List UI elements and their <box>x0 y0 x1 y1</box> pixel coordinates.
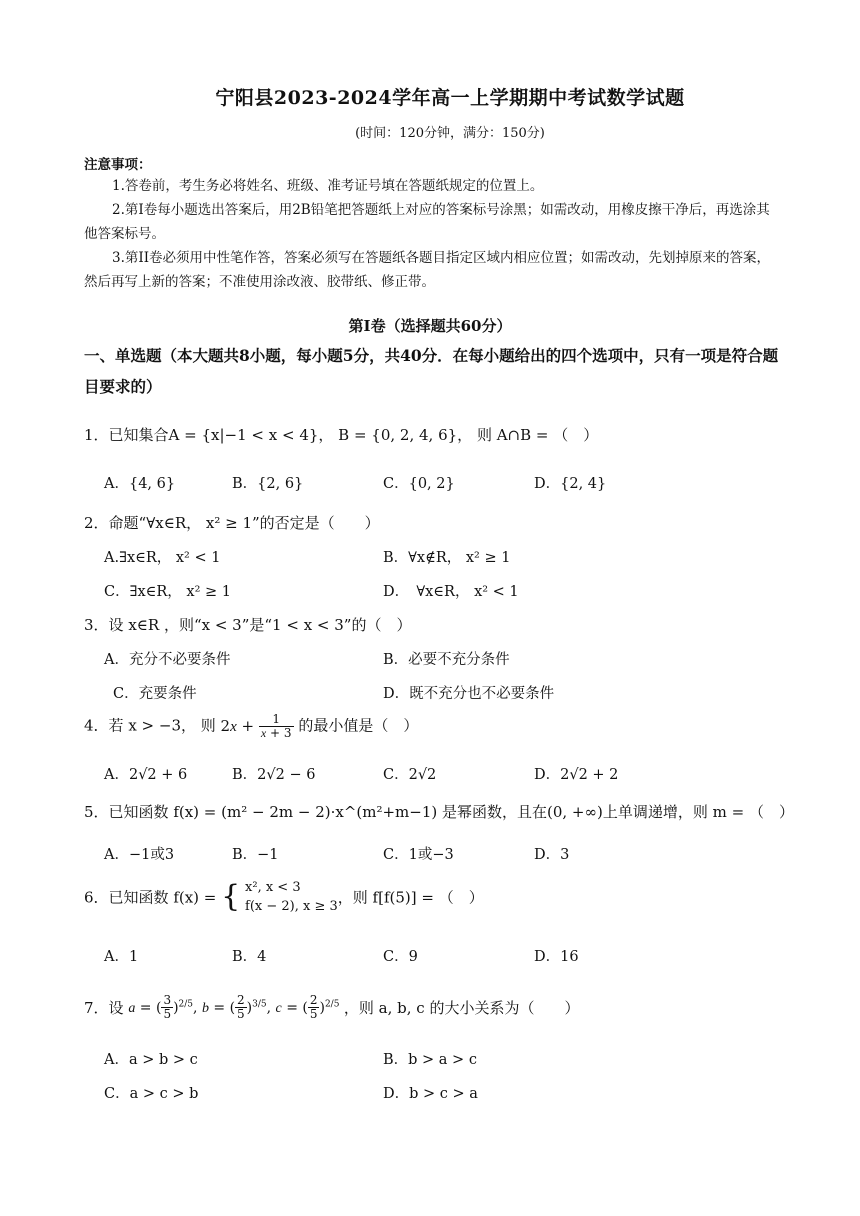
option-b: B．2√2 − 6 <box>232 767 316 783</box>
option-c: C．9 <box>383 949 418 965</box>
question-2 <box>84 512 380 533</box>
question-stem: 已知集合A = {x|−1 < x < 4}， B = {0, 2, 4, 6}， 则 A∩B = （ ） <box>108 426 599 444</box>
question-stem-post: ，则 f[f(5)] = （ ） <box>337 888 484 907</box>
question-number: 6． <box>84 888 109 907</box>
option-c: C．{0, 2} <box>383 476 455 492</box>
question-4 <box>84 713 418 740</box>
question-stem: 命题“∀x∈R， x² ≥ 1”的否定是（ ） <box>108 514 380 532</box>
section-title: 第Ⅰ卷（选择题共60分） <box>348 317 512 335</box>
option-d: D．既不充分也不必要条件 <box>383 686 555 702</box>
option-d: D．{2, 4} <box>534 476 607 492</box>
question-5 <box>84 801 794 822</box>
question-stem-post: 的最小值是（ ） <box>298 716 419 735</box>
option-d: D． ∀x∈R， x² < 1 <box>383 584 519 600</box>
question-1 <box>84 424 598 445</box>
option-d: D．3 <box>534 847 570 863</box>
question-number: 2． <box>84 514 109 532</box>
question-3 <box>84 614 411 635</box>
option-d: D．2√2 + 2 <box>534 767 619 783</box>
note-item-1: 1.答卷前，考生务必将姓名、班级、准考证号填在答题纸规定的位置上。 <box>112 178 544 194</box>
question-stem: 已知函数 f(x) = (m² − 2m − 2)·x^(m²+m−1) 是幂函数，且在(0, +∞)上单调递增，则 m = （ ） <box>108 803 794 821</box>
comparison-expressions: a = ( $\frac{3}{5}$ )$^{2/5}$, b = ( $\frac{2}{5}$ )$^{3/5}$, c = ( $\frac{2}{5}$ )$^{2/5}$ <box>128 993 340 1021</box>
part-heading: 一、单选题（本大题共8小题，每小题5分，共40分．在每小题给出的四个选项中，只有一项是符合题目要求的） <box>84 346 779 396</box>
option-d: D．16 <box>534 949 579 965</box>
expression: 2x + $\frac{1}{x + 3}$ <box>220 712 292 740</box>
question-6 <box>84 878 484 916</box>
note-item-2: 2.第Ⅰ卷每小题选出答案后，用2B铅笔把答题纸上对应的答案标号涂黑；如需改动，用橡皮擦干净后，再选涂其他答案标号。 <box>84 202 770 242</box>
option-a: A．1 <box>104 949 139 965</box>
option-c: C．∃x∈R， x² ≥ 1 <box>104 584 231 600</box>
option-c: C．2√2 <box>383 767 437 783</box>
piece-2: f(x − 2), x ≥ 3 <box>245 899 338 914</box>
option-b: B．b > a > c <box>383 1052 477 1068</box>
question-number: 3． <box>84 616 109 634</box>
question-number: 1． <box>84 426 109 444</box>
fraction: $\frac{1}{x + 3}$ <box>260 712 292 740</box>
piece-1: x², x < 3 <box>245 880 301 895</box>
option-a: A.∃x∈R， x² < 1 <box>104 550 221 566</box>
question-number: 4． <box>84 716 109 735</box>
option-b: B．{2, 6} <box>232 476 304 492</box>
option-c: C．a > c > b <box>104 1086 199 1102</box>
option-a: A．充分不必要条件 <box>104 652 231 668</box>
option-c: C．充要条件 <box>113 686 197 702</box>
question-7 <box>84 994 579 1021</box>
option-c: C．1或−3 <box>383 847 454 863</box>
option-d: D．b > c > a <box>383 1086 478 1102</box>
option-b: B．4 <box>232 949 267 965</box>
piecewise <box>245 878 338 916</box>
option-b: B．必要不充分条件 <box>383 652 510 668</box>
question-number: 5． <box>84 803 109 821</box>
question-stem-pre: 已知函数 f(x) = <box>108 888 217 907</box>
option-a: A．a > b > c <box>104 1052 198 1068</box>
question-stem-pre: 若 x > −3， 则 <box>108 716 216 735</box>
option-a: A．2√2 + 6 <box>104 767 188 783</box>
question-stem: 设 x∈R ，则“x < 3”是“1 < x < 3”的（ ） <box>108 616 412 634</box>
question-stem-post: ，则 a, b, c 的大小关系为（ ） <box>343 999 580 1017</box>
option-a: A．{4, 6} <box>104 476 176 492</box>
question-stem-pre: 设 <box>108 999 124 1017</box>
notes-heading: 注意事项： <box>84 157 152 173</box>
page-subtitle: (时间：120分钟，满分：150分) <box>355 126 545 141</box>
note-item-3: 3.第II卷必须用中性笔作答，答案必须写在答题纸各题目指定区域内相应位置；如需改动，先划掉原来的答案，然后再写上新的答案；不准使用涂改液、胶带纸、修正带。 <box>84 250 771 290</box>
option-b: B．∀x∉R， x² ≥ 1 <box>383 550 511 566</box>
option-b: B．−1 <box>232 847 279 863</box>
left-brace: { <box>221 879 241 914</box>
page-title: 宁阳县2023-2024学年高一上学期期中考试数学试题 <box>215 87 685 109</box>
question-number: 7． <box>84 999 109 1017</box>
option-a: A．−1或3 <box>104 847 175 863</box>
